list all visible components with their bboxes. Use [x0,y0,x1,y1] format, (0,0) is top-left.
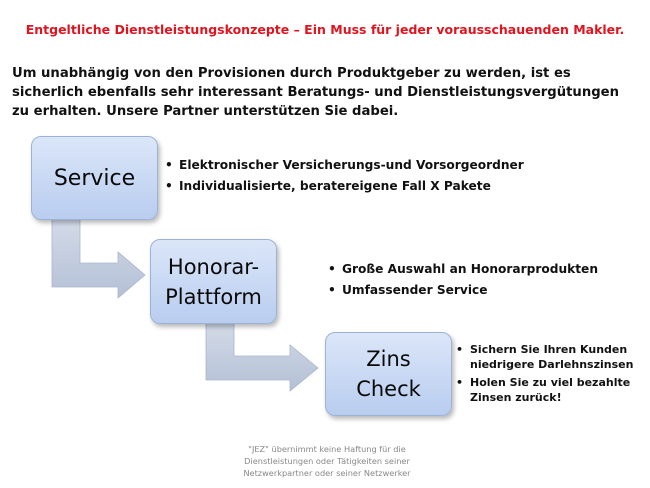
bullet-item: • Umfassender Service [328,280,598,301]
honorar-plattform-label-line-1: Honorar- [167,254,260,279]
bullet-item: • Individualisierte, beratereigene Fall X Pakete [165,176,524,197]
disclaimer-line-1: "JEZ" übernimmt keine Haftung für die [248,444,406,454]
service-box [31,136,158,220]
zins-bullet-list [456,342,642,408]
bullet-item: • Sichern Sie Ihren Kunden niedrigere Darlehnszinsen [456,342,642,372]
service-box-label: Service [53,165,136,191]
honorar-bullet-list [328,259,598,301]
bent-arrow-2 [206,322,318,391]
intro-text: Um unabhängig von den Provisionen durch Produktgeber zu werden, ist es sicherlich ebenfalls sehr interessant Beratungs- und Dienstleistungsvergütungen zu erhalten. Unsere Partner unterstützen Sie dabei. [12,66,619,119]
zins-check-label-line-1: Zins [366,347,411,371]
zins-check-box [325,332,452,416]
zins-check-label-line-2: Check [356,377,421,401]
bent-arrow-1 [52,218,145,298]
bullet-item: • Große Auswahl an Honorarprodukten [328,259,598,280]
disclaimer-line-2: Dienstleistungen oder Tätigkeiten seiner [244,456,410,466]
disclaimer-line-3: Netzwerkpartner oder seiner Netzwerker [243,468,411,478]
honorar-plattform-box [150,239,277,324]
bullet-item: • Holen Sie zu viel bezahlte Zinsen zurück! [456,375,642,405]
service-bullet-list [165,155,524,197]
disclaimer-footer [212,443,442,479]
page-title: Entgeltliche Dienstleistungskonzepte – Ein Muss für jeder vorausschauenden Makler. [25,22,625,37]
honorar-plattform-label-line-2: Plattform [165,284,262,309]
bullet-item: • Elektronischer Versicherungs-und Vorsorgeordner [165,155,524,176]
